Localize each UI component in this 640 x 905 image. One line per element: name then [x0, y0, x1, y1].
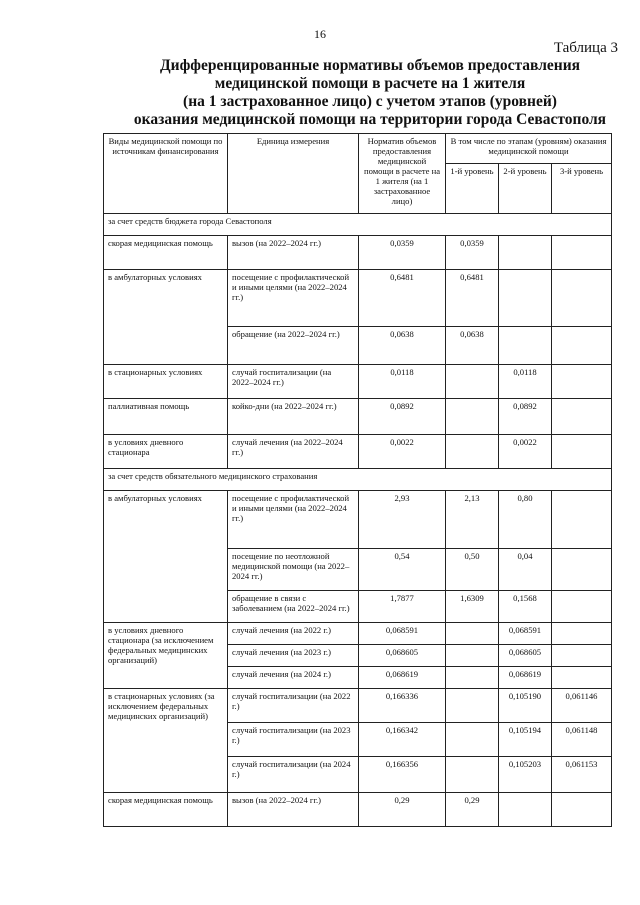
cell-level-3	[552, 236, 612, 270]
cell-level-2	[499, 793, 552, 827]
cell-level-1	[446, 723, 499, 757]
cell-level-3: 0,061153	[552, 757, 612, 793]
cell-norm: 0,068605	[359, 645, 446, 667]
cell-unit: посещение по неотложной медицинской помощи (на 2022–2024 гг.)	[228, 549, 359, 591]
header-level-2: 2-й уровень	[499, 164, 552, 214]
header-unit: Единица измерения	[228, 134, 359, 214]
cell-level-2: 0,105190	[499, 689, 552, 723]
cell-type: в стационарных условиях (за исключением федеральных медицинских организаций)	[104, 689, 228, 793]
cell-level-2: 0,105194	[499, 723, 552, 757]
cell-norm: 1,7877	[359, 591, 446, 623]
table-row	[104, 623, 612, 645]
cell-level-3	[552, 270, 612, 327]
header-level-3: 3-й уровень	[552, 164, 612, 214]
cell-norm: 0,166342	[359, 723, 446, 757]
cell-unit: случай госпитализации (на 2022 г.)	[228, 689, 359, 723]
cell-level-2: 0,068591	[499, 623, 552, 645]
cell-level-3	[552, 667, 612, 689]
cell-unit: обращение в связи с заболеванием (на 2022–2024 гг.)	[228, 591, 359, 623]
cell-norm: 0,0359	[359, 236, 446, 270]
cell-level-1: 2,13	[446, 491, 499, 549]
cell-norm: 0,0022	[359, 435, 446, 469]
cell-unit: случай госпитализации (на 2024 г.)	[228, 757, 359, 793]
cell-norm: 2,93	[359, 491, 446, 549]
cell-level-2: 0,068619	[499, 667, 552, 689]
cell-norm: 0,166336	[359, 689, 446, 723]
section-oms: за счет средств обязательного медицинского страхования	[104, 469, 612, 491]
cell-level-3: 0,061148	[552, 723, 612, 757]
cell-type: в условиях дневного стационара (за исключением федеральных медицинских организаций)	[104, 623, 228, 689]
cell-level-1: 0,50	[446, 549, 499, 591]
cell-level-3	[552, 623, 612, 645]
cell-unit: койко-дни (на 2022–2024 гг.)	[228, 399, 359, 435]
cell-level-3	[552, 435, 612, 469]
table-label: Таблица 3	[553, 40, 618, 56]
cell-norm: 0,0892	[359, 399, 446, 435]
title-line: Дифференцированные нормативы объемов предоставления	[159, 57, 581, 74]
cell-type: в условиях дневного стационара	[104, 435, 228, 469]
cell-type: скорая медицинская помощь	[104, 236, 228, 270]
cell-unit: вызов (на 2022–2024 гг.)	[228, 793, 359, 827]
cell-level-2: 0,0022	[499, 435, 552, 469]
cell-level-1	[446, 645, 499, 667]
cell-level-3	[552, 591, 612, 623]
header-types: Виды медицинской помощи по источникам финансирования	[104, 134, 228, 214]
cell-unit: посещение с профилактической и иными целями (на 2022–2024 гг.)	[228, 491, 359, 549]
cell-norm: 0,0638	[359, 327, 446, 365]
page-number: 16	[314, 27, 326, 41]
table-row	[104, 365, 612, 399]
cell-level-2	[499, 236, 552, 270]
cell-norm: 0,068591	[359, 623, 446, 645]
cell-level-2: 0,105203	[499, 757, 552, 793]
cell-level-1	[446, 757, 499, 793]
table-row	[104, 491, 612, 549]
cell-level-1: 1,6309	[446, 591, 499, 623]
cell-type: в стационарных условиях	[104, 365, 228, 399]
cell-norm: 0,0118	[359, 365, 446, 399]
cell-level-2: 0,1568	[499, 591, 552, 623]
cell-level-1	[446, 689, 499, 723]
cell-level-2: 0,068605	[499, 645, 552, 667]
cell-level-2: 0,80	[499, 491, 552, 549]
cell-level-1: 0,6481	[446, 270, 499, 327]
cell-level-2	[499, 270, 552, 327]
cell-level-1: 0,0638	[446, 327, 499, 365]
cell-level-1	[446, 399, 499, 435]
header-norm: Норматив объемов предоставления медицинской помощи в расчете на 1 жителя (на 1 застрахованное лицо)	[359, 134, 446, 214]
cell-level-3	[552, 491, 612, 549]
cell-level-1	[446, 623, 499, 645]
cell-level-1	[446, 435, 499, 469]
cell-level-1: 0,29	[446, 793, 499, 827]
cell-unit: случай госпитализации (на 2022–2024 гг.)	[228, 365, 359, 399]
norms-table	[103, 133, 612, 827]
cell-level-2: 0,04	[499, 549, 552, 591]
title-line: (на 1 застрахованное лицо) с учетом этапов (уровней)	[183, 93, 557, 110]
cell-level-2: 0,0118	[499, 365, 552, 399]
cell-level-3	[552, 549, 612, 591]
table-row	[104, 793, 612, 827]
cell-level-3	[552, 399, 612, 435]
header-stages: В том числе по этапам (уровням) оказания медицинской помощи	[446, 134, 612, 164]
cell-unit: случай лечения (на 2022–2024 гг.)	[228, 435, 359, 469]
section-budget: за счет средств бюджета города Севастополя	[104, 214, 612, 236]
cell-unit: случай лечения (на 2024 г.)	[228, 667, 359, 689]
cell-unit: случай госпитализации (на 2023 г.)	[228, 723, 359, 757]
cell-unit: случай лечения (на 2022 г.)	[228, 623, 359, 645]
cell-unit: вызов (на 2022–2024 гг.)	[228, 236, 359, 270]
cell-type: в амбулаторных условиях	[104, 491, 228, 623]
cell-norm: 0,54	[359, 549, 446, 591]
cell-level-1	[446, 667, 499, 689]
cell-norm: 0,166356	[359, 757, 446, 793]
table-row	[104, 236, 612, 270]
cell-norm: 0,6481	[359, 270, 446, 327]
cell-unit: посещение с профилактической и иными целями (на 2022–2024 гг.)	[228, 270, 359, 327]
cell-unit: обращение (на 2022–2024 гг.)	[228, 327, 359, 365]
cell-level-3	[552, 327, 612, 365]
title-line: оказания медицинской помощи на территории города Севастополя	[133, 111, 607, 128]
cell-level-2	[499, 327, 552, 365]
cell-type: в амбулаторных условиях	[104, 270, 228, 365]
cell-level-2: 0,0892	[499, 399, 552, 435]
cell-level-3	[552, 645, 612, 667]
cell-norm: 0,29	[359, 793, 446, 827]
cell-level-1: 0,0359	[446, 236, 499, 270]
cell-norm: 0,068619	[359, 667, 446, 689]
cell-type: паллиативная помощь	[104, 399, 228, 435]
document-title	[100, 57, 640, 129]
table-row	[104, 399, 612, 435]
cell-unit: случай лечения (на 2023 г.)	[228, 645, 359, 667]
cell-level-3: 0,061146	[552, 689, 612, 723]
header-level-1: 1-й уровень	[446, 164, 499, 214]
table-row	[104, 270, 612, 327]
title-line: медицинской помощи в расчете на 1 жителя	[214, 75, 526, 92]
table-row	[104, 689, 612, 723]
cell-level-1	[446, 365, 499, 399]
cell-level-3	[552, 365, 612, 399]
table-row	[104, 435, 612, 469]
cell-level-3	[552, 793, 612, 827]
cell-type: скорая медицинская помощь	[104, 793, 228, 827]
